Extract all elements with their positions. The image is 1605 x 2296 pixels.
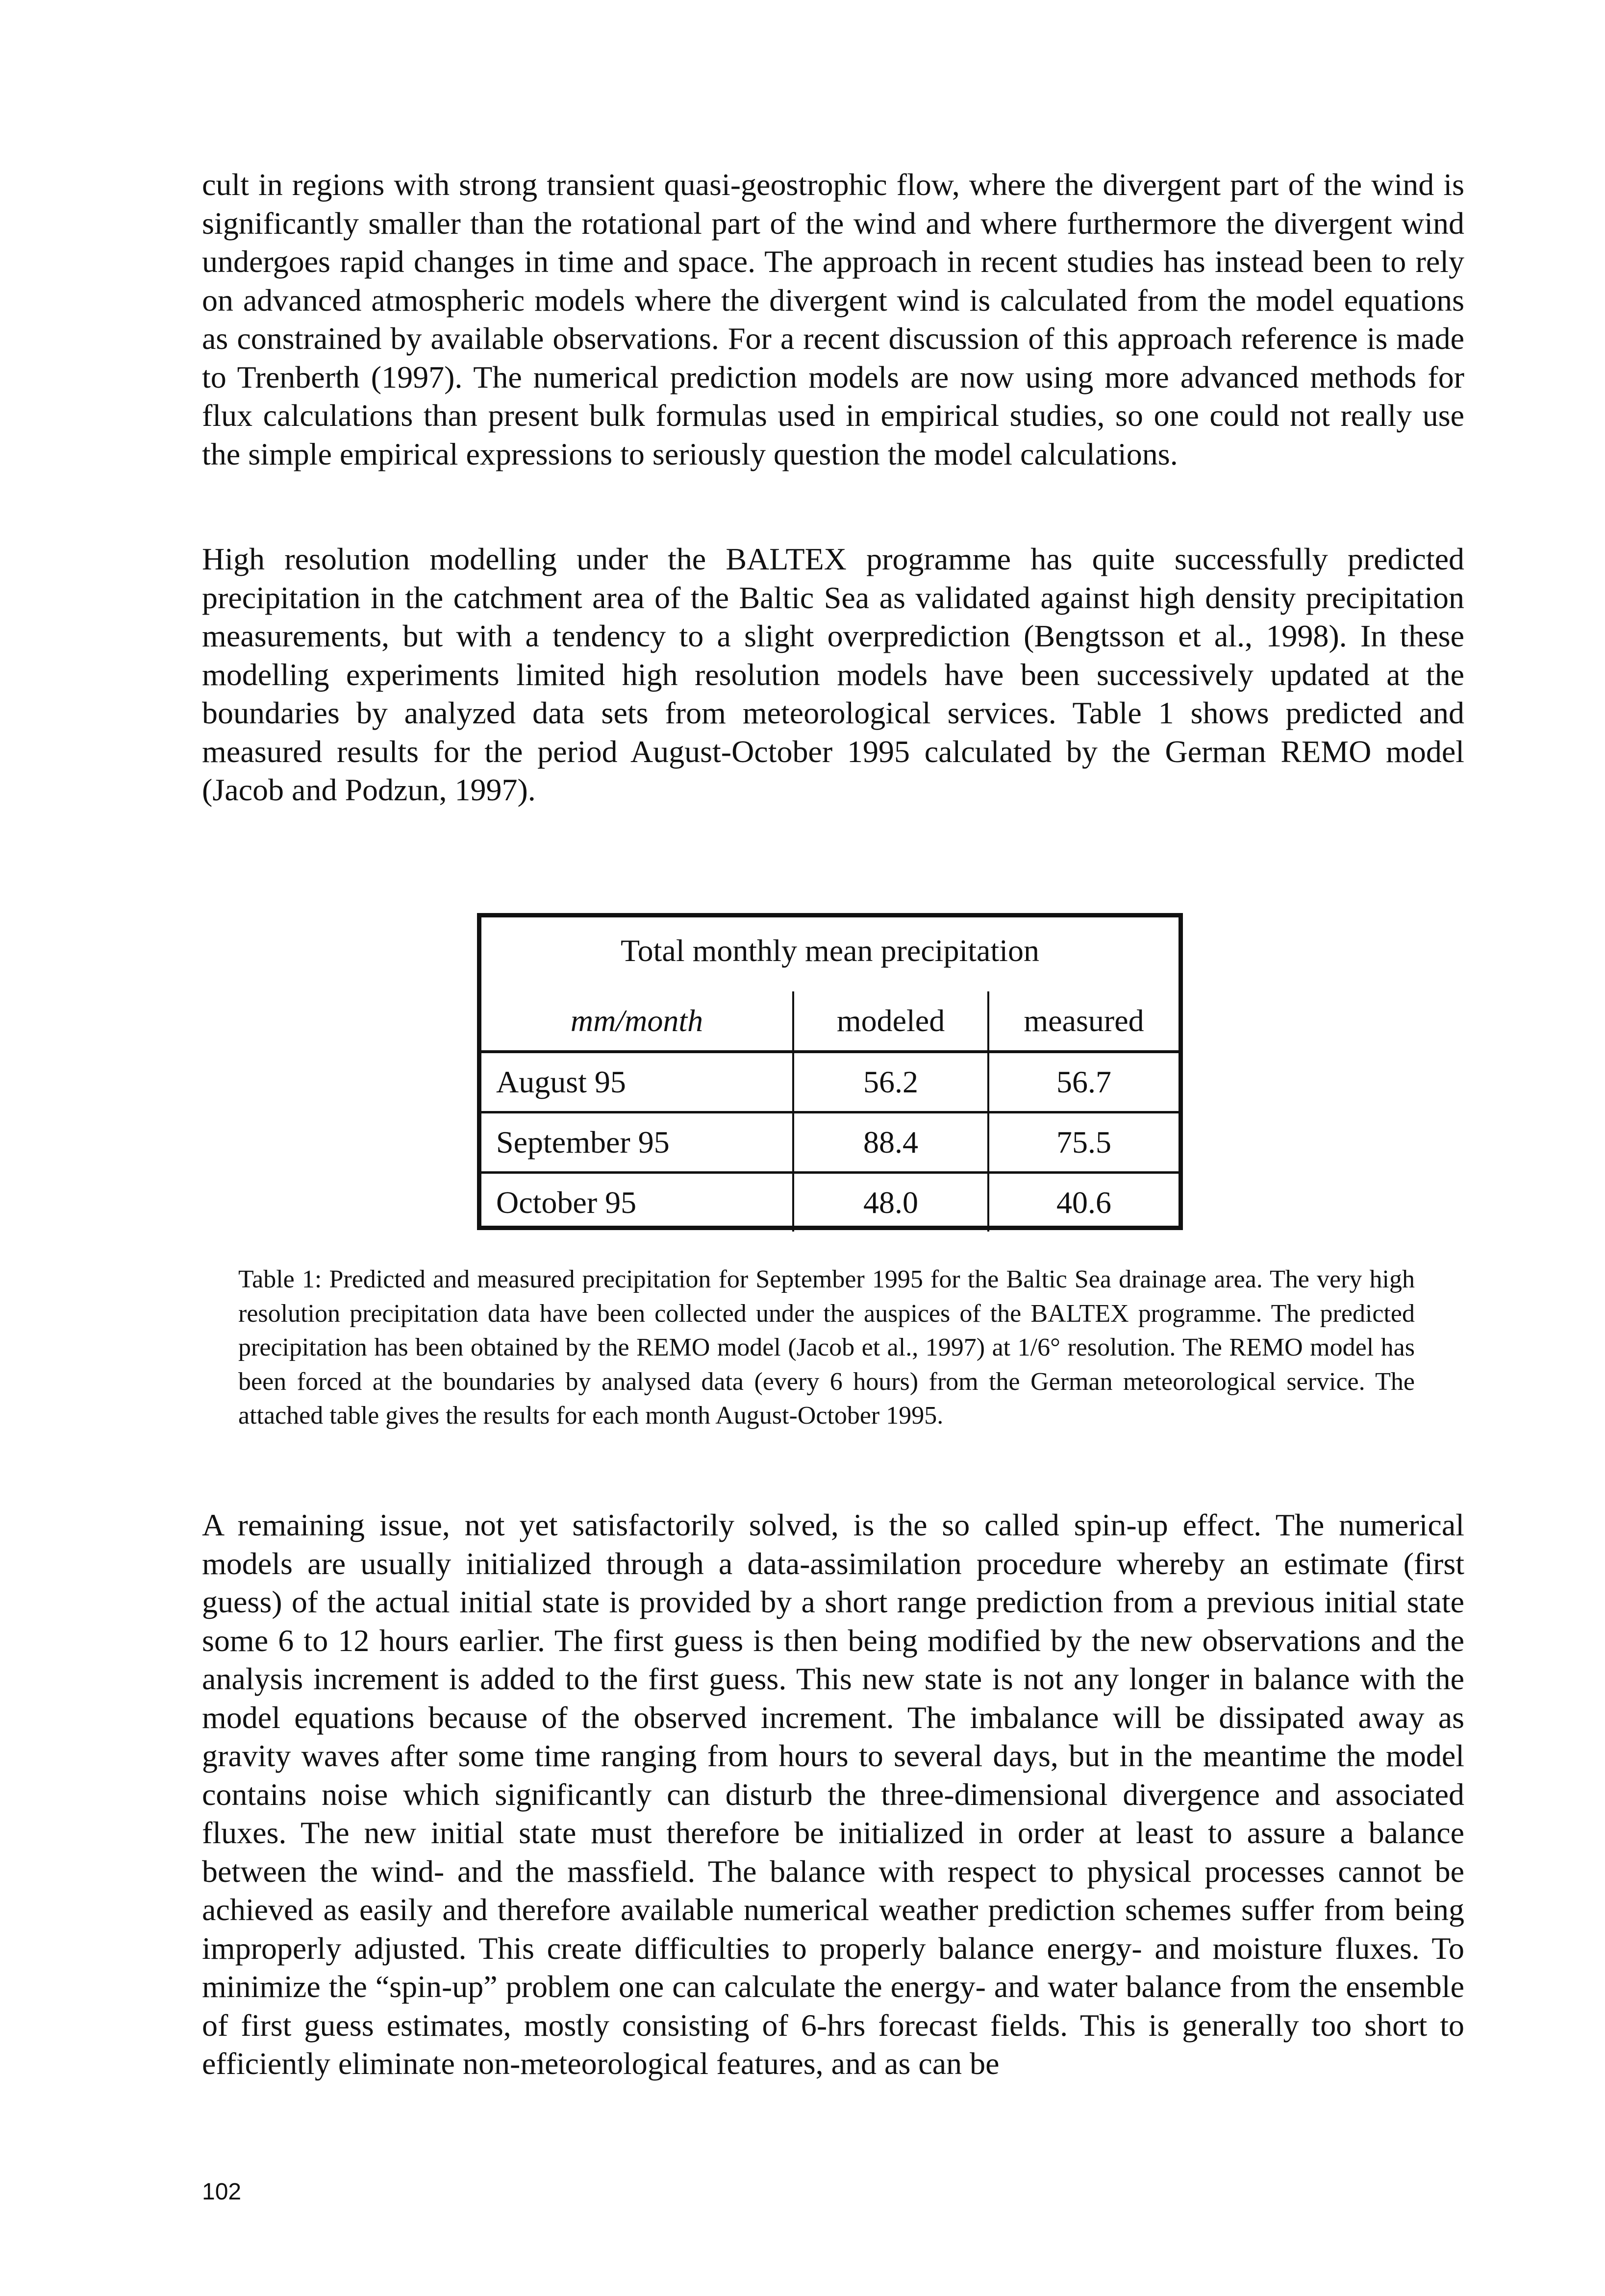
table-title: Total monthly mean precipitation [621,933,1039,968]
header-unit: mm/month [570,1003,703,1038]
body-paragraph-3: A remaining issue, not yet satisfactorily solved, is the so called spin-up effect. The numerical models are usually initialized through a data-assimilation procedure whereby an estimate (first guess) of the actual initial state is provided by a short range prediction from a previous initial state some 6 to 12 hours earlier. The first guess is then being modified by the new observations and the analysis increment is added to the first guess. This new state is not any longer in balance with the model equations because of the observed increment. The imbalance will be dissipated away as gravity waves after some time ranging from hours to several days, but in the meantime the model contains noise which significantly can disturb the three-dimensional divergence and associated fluxes. The new initial state must therefore be initialized in order at least to assure a balance between the wind- and the massfield. The balance with respect to physical processes cannot be achieved as easily and therefore available numerical weather prediction schemes suffer from being improperly adjusted. This create difficulties to properly balance energy- and moisture fluxes. To minimize the “spin-up” problem one can calculate the energy- and water balance from the ensemble of first guess estimates, mostly consisting of 6-hrs forecast fields. This is generally too short to efficiently eliminate non-meteorological features, and as can be [202,1507,1464,2081]
body-paragraph-2: High resolution modelling under the BALTEX programme has quite successfully predicted precipitation in the catchment area of the Baltic Sea as validated against high density precipitation measurements, but with a tendency to a slight overprediction (Bengtsson et al., 1998). In these modelling experiments limited high resolution models have been successively updated at the boundaries by analyzed data sets from meteorological services. Table 1 shows predicted and measured results for the period August-October 1995 calculated by the German REMO model (Jacob and Podzun, 1997). [202,542,1464,807]
table-row [481,1112,1179,1173]
row-measured: 56.7 [988,1052,1179,1112]
precipitation-table [477,913,1183,1230]
header-measured: measured [988,991,1179,1052]
body-paragraph-1: cult in regions with strong transient quasi-geostrophic flow, where the divergent part of the wind is significantly smaller than the rotational part of the wind and where furthermore the divergent wind undergoes rapid changes in time and space. The approach in recent studies has instead been to rely on advanced atmospheric models where the divergent wind is calculated from the model equations as constrained by available observations. For a recent discussion of this approach reference is made to Trenberth (1997). The numerical prediction models are now using more advanced methods for flux calculations than present bulk formulas used in empirical studies, so one could not really use the simple empirical expressions to seriously question the model calculations. [202,167,1464,471]
page-number: 102 [202,2179,242,2205]
row-modeled: 88.4 [793,1112,988,1173]
table-header-row [481,991,1179,1052]
table-row [481,1173,1179,1232]
header-modeled: modeled [793,991,988,1052]
row-month: September 95 [481,1112,793,1173]
table-caption: Table 1: Predicted and measured precipitation for September 1995 for the Baltic Sea drainage area. The very high resolution precipitation data have been collected under the auspices of the BALTEX programme. The predicted precipitation has been obtained by the REMO model (Jacob et al., 1997) at 1/6° resolution. The REMO model has been forced at the boundaries by analysed data (every 6 hours) from the German meteorological service. The attached table gives the results for each month August-October 1995. [238,1265,1415,1430]
row-month: August 95 [481,1052,793,1112]
precipitation-data-grid [481,991,1179,1232]
row-modeled: 48.0 [793,1173,988,1232]
row-measured: 40.6 [988,1173,1179,1232]
row-month: October 95 [481,1173,793,1232]
row-modeled: 56.2 [793,1052,988,1112]
table-row [481,1052,1179,1112]
row-measured: 75.5 [988,1112,1179,1173]
